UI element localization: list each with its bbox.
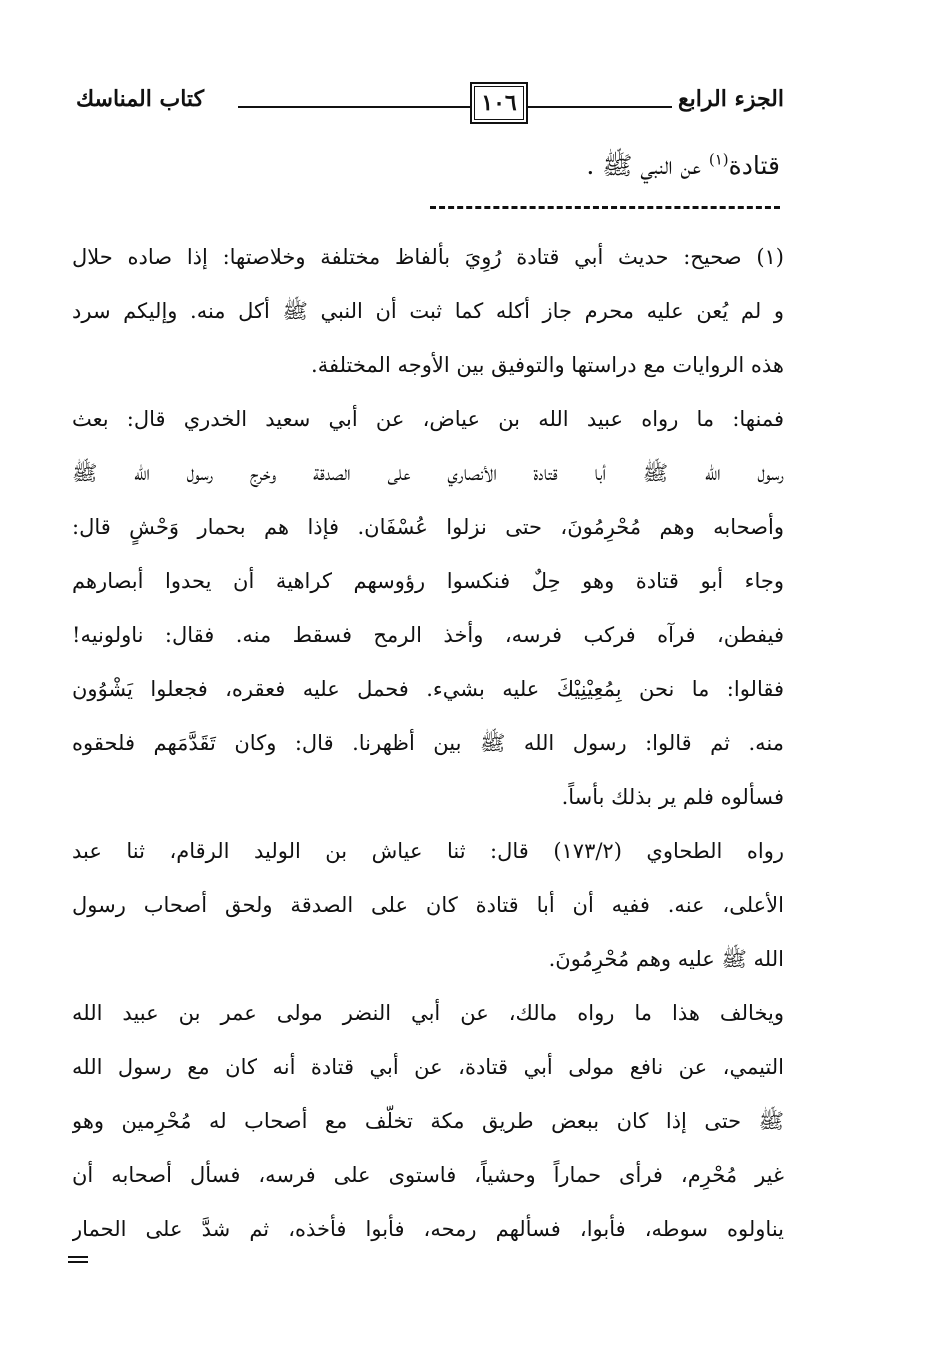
- footnote-line: رواه الطحاوي (١٧٣/٢) قال: ثنا عياش بن الوليد الرقام، ثنا عبد: [72, 839, 784, 863]
- footnote-separator: [430, 206, 780, 209]
- footnote-line: وجاء أبو قتادة وهو حِلٌ فنكسوا رؤوسهم كراهية أن يحدوا أبصارهم: [72, 569, 784, 593]
- footnote-line: منه. ثم قالوا: رسول الله ﷺ بين أظهرنا. قال: وكان تَقَدَّمَهم فلحقوه: [72, 731, 784, 755]
- footnote-line: و لم يُعن عليه محرم جاز أكله كما ثبت أن النبي ﷺ أكل منه. وإليكم سرد: [72, 299, 784, 323]
- part-title: الجزء الرابع: [677, 86, 784, 112]
- footnote-line: رسول الله ﷺ أبا قتادة الأنصاري على الصدقة وخرج رسول الله ﷺ: [72, 461, 784, 485]
- footnote-line: الأعلى، عنه. ففيه أن أبا قتادة كان على الصدقة ولحق أصحاب رسول: [72, 893, 784, 917]
- book-title: كتاب المناسك: [76, 86, 205, 112]
- header-rule-left: [238, 106, 470, 108]
- page-number: ١٠٦: [470, 82, 528, 124]
- header-rule-right: [528, 106, 672, 108]
- footnote-line: الله ﷺ عليه وهم مُحْرِمُونَ.: [548, 947, 784, 971]
- page-header: [72, 82, 784, 128]
- main-text-end: عن النبي ﷺ .: [586, 151, 709, 180]
- footnote-line: وأصحابه وهم مُحْرِمُونَ، حتى نزلوا عُسْفَان. فإذا هم بحمار وَحْشٍ قال:: [72, 515, 784, 539]
- main-text-start: قتادة: [728, 151, 780, 180]
- footnote-line: فسألوه فلم ير بذلك بأساً.: [561, 785, 784, 809]
- footnote-line: فقالوا: ما نحن بِمُعِيْنِيْكَ عليه بشيء. فحمل عليه فعقره، فجعلوا يَشْوُون: [72, 677, 784, 701]
- footnote-line: هذه الروايات مع دراستها والتوفيق بين الأوجه المختلفة.: [311, 353, 784, 377]
- main-text: [586, 150, 780, 187]
- footnote-line: التيمي، عن نافع مولى أبي قتادة، عن أبي قتادة أنه كان مع رسول الله: [72, 1055, 784, 1079]
- footnote-marker: (١): [708, 150, 729, 169]
- footnote-line: (١) صحيح: حديث أبي قتادة رُوِيَ بألفاظ مختلفة وخلاصتها: إذا صاده حلال: [72, 245, 784, 269]
- footnote-line: ويخالف هذا ما رواه مالك، عن أبي النضر مولى عمر بن عبيد الله: [72, 1001, 784, 1025]
- continuation-mark: [68, 1256, 88, 1263]
- footnote-line: غير مُحْرِم، فرأى حماراً وحشياً، فاستوى على فرسه، فسأل أصحابه أن: [72, 1163, 784, 1187]
- footnote-line: يناولوه سوطه، فأبوا، فسألهم رمحه، فأبوا فأخذه، ثم شدَّ على الحمار: [72, 1217, 784, 1241]
- footnotes: [72, 232, 784, 1258]
- footnote-line: فمنها: ما رواه عبيد الله بن عياض، عن أبي سعيد الخدري قال: بعث: [72, 407, 784, 431]
- footnote-line: ﷺ حتى إذا كان ببعض طريق مكة تخلّف مع أصحاب له مُحْرِمين وهو: [72, 1109, 784, 1133]
- footnote-line: فيفطن، فرآه فركب فرسه، وأخذ الرمح فسقط منه. فقال: ناولونيه!: [72, 623, 784, 647]
